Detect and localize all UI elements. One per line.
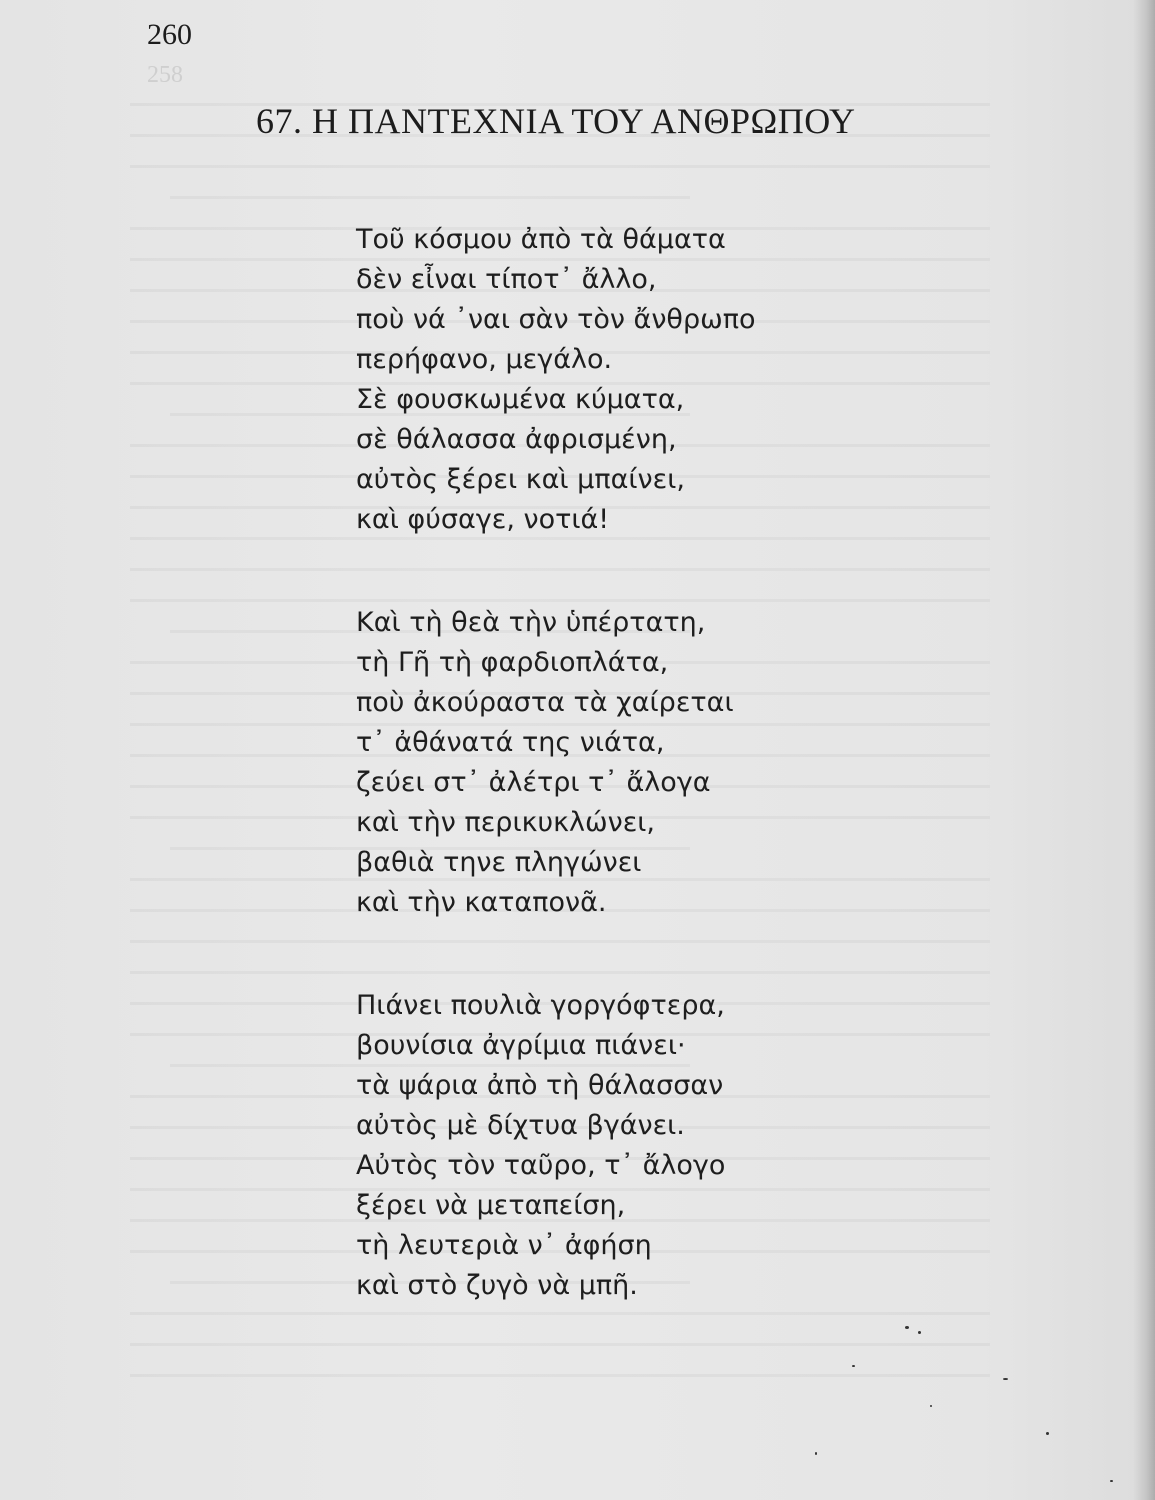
poem-line: ποὺ νά ᾽ναι σὰν τὸν ἄνθρωπο — [356, 304, 756, 335]
poem-line: τ᾽ ἀθάνατά της νιάτα, — [356, 727, 665, 758]
poem-line: περήφανο, μεγάλο. — [356, 344, 613, 375]
poem-line: αὐτὸς μὲ δίχτυα βγάνει. — [356, 1110, 685, 1141]
poem-line: ξέρει νὰ μεταπείση, — [356, 1190, 626, 1221]
ink-speck — [918, 1331, 921, 1334]
stanza-1 — [356, 220, 916, 540]
poem-body — [356, 220, 916, 1306]
poem-line: καὶ τὴν καταπονᾶ. — [356, 887, 607, 918]
bleed-line — [170, 196, 690, 199]
poem-line: καὶ τὴν περικυκλώνει, — [356, 807, 656, 838]
ink-speck — [1110, 1480, 1113, 1482]
ghost-page-number: 258 — [147, 62, 183, 88]
poem-line: καὶ φύσαγε, νοτιά! — [356, 504, 610, 535]
bleed-line — [130, 165, 990, 168]
poem-line: ζεύει στ᾽ ἀλέτρι τ᾽ ἄλογα — [356, 767, 711, 798]
ink-speck — [930, 1405, 932, 1407]
poem-line: Τοῦ κόσμου ἀπὸ τὰ θάματα — [356, 224, 726, 255]
stanza-2 — [356, 603, 916, 923]
poem-line: Αὐτὸς τὸν ταῦρο, τ᾽ ἄλογο — [356, 1150, 726, 1181]
stanza-3 — [356, 986, 916, 1306]
bleed-line — [130, 1374, 990, 1377]
ink-speck — [905, 1326, 909, 1329]
poem-title: 67. Η ΠΑΝΤΕΧΝΙΑ ΤΟΥ ΑΝΘΡΩΠΟΥ — [256, 101, 856, 141]
bleed-line — [130, 1343, 990, 1346]
poem-line: τὴ Γῆ τὴ φαρδιοπλάτα, — [356, 647, 669, 678]
poem-line: βαθιὰ τηνε πληγώνει — [356, 847, 642, 878]
poem-line: βουνίσια ἀγρίμια πιάνει· — [356, 1030, 686, 1061]
poem-line: τὰ ψάρια ἀπὸ τὴ θάλασσαν — [356, 1070, 724, 1101]
poem-line: Σὲ φουσκωμένα κύματα, — [356, 384, 685, 415]
poem-line: Πιάνει πουλιὰ γοργόφτερα, — [356, 990, 725, 1021]
ink-speck — [1003, 1378, 1008, 1380]
bleed-line — [130, 1312, 990, 1315]
page-edge-shadow — [1133, 0, 1155, 1500]
poem-line: τὴ λευτεριὰ ν᾽ ἀφήση — [356, 1230, 652, 1261]
ink-speck — [1046, 1432, 1049, 1435]
poem-line: σὲ θάλασσα ἀφρισμένη, — [356, 424, 677, 455]
poem-line: αὐτὸς ξέρει καὶ μπαίνει, — [356, 464, 685, 495]
ink-speck — [852, 1365, 855, 1367]
ink-speck — [815, 1452, 817, 1455]
poem-line: καὶ στὸ ζυγὸ νὰ μπῆ. — [356, 1270, 638, 1301]
poem-line: Καὶ τὴ θεὰ τὴν ὑπέρτατη, — [356, 607, 706, 638]
poem-line: δὲν εἶναι τίποτ᾽ ἄλλο, — [356, 264, 657, 295]
page-number: 260 — [147, 18, 192, 51]
poem-line: ποὺ ἀκούραστα τὰ χαίρεται — [356, 687, 734, 718]
